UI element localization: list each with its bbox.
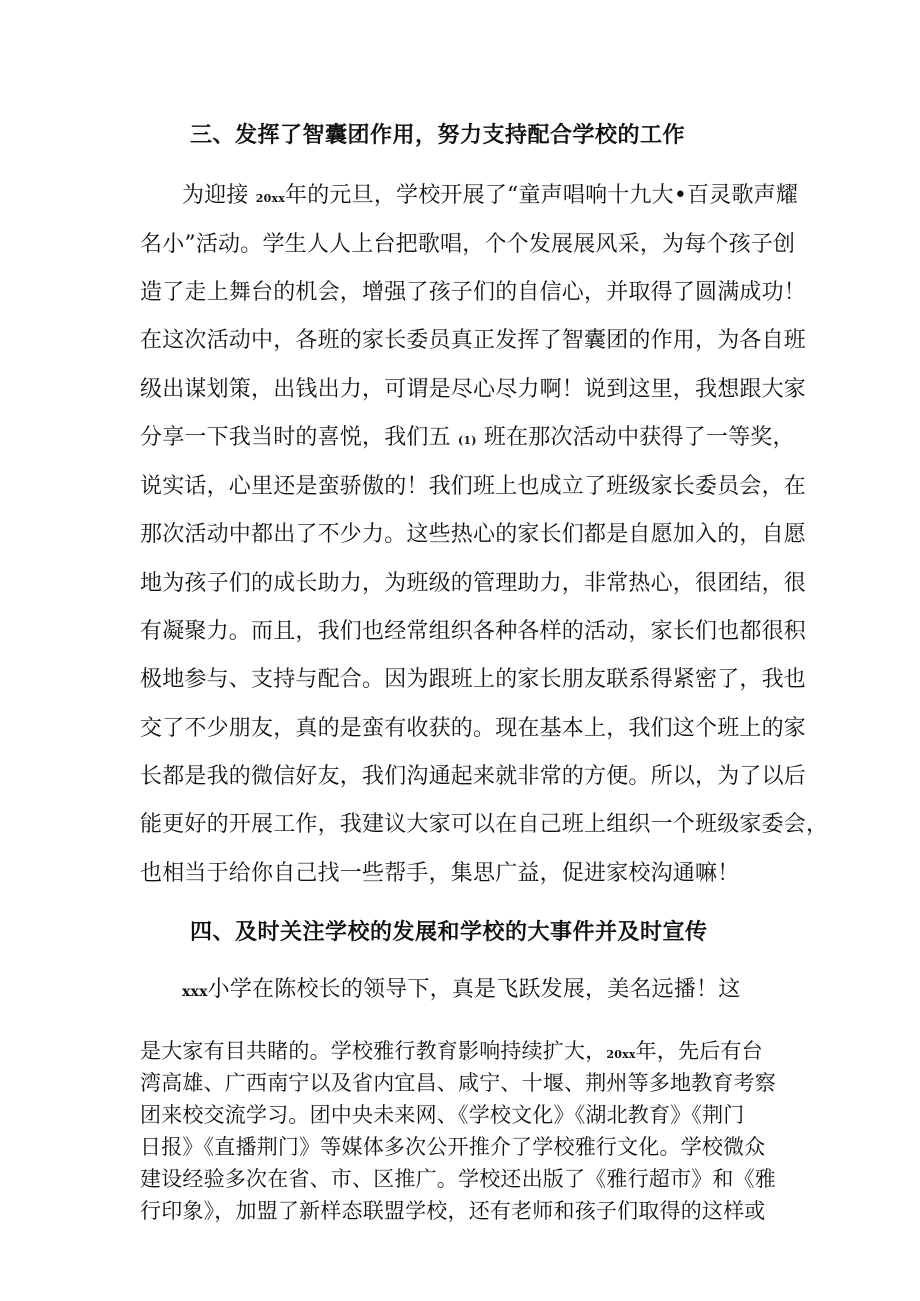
paragraph-line: 在这次活动中，各班的家长委员真正发挥了智囊团的作用，为各自班 — [140, 328, 807, 353]
paragraph-line: 团来校交流学习。团中央未来网、《学校文化》《湖北教育》《荆门 — [140, 1103, 745, 1127]
year-span: 20xx — [606, 1048, 636, 1061]
paragraph-line: 能更好的开展工作，我建议大家可以在自己班上组织一个班级家委会， — [140, 812, 829, 837]
text-span: 小学在陈校长的领导下，真是飞跃发展，美名远播！这 — [207, 977, 741, 1002]
class-number-span: (1) — [458, 434, 477, 447]
paragraph-line — [182, 178, 798, 209]
paragraph-line: 日报》《直播荆门》等媒体多次公开推介了学校雅行文化。学校微众 — [140, 1135, 766, 1159]
paragraph-line: 名小”活动。学生人人上台把歌唱，个个发展展风采，为每个孩子创 — [140, 232, 796, 257]
text-span: 为迎接 — [182, 183, 256, 208]
paragraph-line: 级出谋划策，出钱出力，可谓是尽心尽力啊！说到这里，我想跟大家 — [140, 377, 807, 402]
section3-heading: 三、发挥了智囊团作用，努力支持配合学校的工作 — [190, 122, 686, 148]
paragraph-line: 说实话，心里还是蛮骄傲的！我们班上也成立了班级家长委员会，在 — [140, 474, 807, 499]
paragraph-line: 有凝聚力。而且，我们也经常组织各种各样的活动，家长们也都很积 — [140, 619, 807, 644]
paragraph-line — [182, 972, 740, 1003]
paragraph-line: 长都是我的微信好友，我们沟通起来就非常的方便。所以，为了以后 — [140, 764, 807, 789]
text-span: 分享一下我当时的喜悦，我们五 — [140, 425, 458, 450]
paragraph-line — [140, 1035, 763, 1065]
paragraph-line: 湾高雄、广西南宁以及省内宜昌、咸宁、十堰、荆州等多地教育考察 — [140, 1071, 776, 1095]
paragraph-line: 也相当于给你自己找一些帮手，集思广益，促进家校沟通嘛！ — [140, 861, 740, 886]
text-span: 年，先后有台 — [635, 1039, 763, 1063]
paragraph-line: 造了走上舞台的机会，增强了孩子们的自信心，并取得了圆满成功！ — [140, 280, 807, 305]
paragraph-line: 极地参与、支持与配合。因为跟班上的家长朋友联系得紧密了，我也 — [140, 667, 807, 692]
paragraph-line — [140, 420, 795, 451]
paragraph-line: 行印象》，加盟了新样态联盟学校，还有老师和孩子们取得的这样或 — [140, 1199, 766, 1223]
paragraph-line: 交了不少朋友，真的是蛮有收获的。现在基本上，我们这个班上的家 — [140, 716, 807, 741]
year-span: 20xx — [255, 192, 286, 205]
text-span: 年的元旦，学校开展了“童声唱响十九大•百灵歌声耀 — [285, 183, 799, 208]
paragraph-line: 地为孩子们的成长助力，为班级的管理助力，非常热心，很团结，很 — [140, 571, 807, 596]
school-name-span: xxx — [182, 984, 208, 1000]
paragraph-line: 建设经验多次在省、市、区推广。学校还出版了《雅行超市》和《雅 — [140, 1167, 776, 1191]
paragraph-line: 那次活动中都出了不少力。这些热心的家长们都是自愿加入的，自愿 — [140, 522, 807, 547]
text-span: 是大家有目共睹的。学校雅行教育影响持续扩大， — [140, 1039, 607, 1063]
section4-heading: 四、及时关注学校的发展和学校的大事件并及时宣传 — [190, 919, 708, 945]
text-span: 班在那次活动中获得了一等奖， — [476, 425, 795, 450]
